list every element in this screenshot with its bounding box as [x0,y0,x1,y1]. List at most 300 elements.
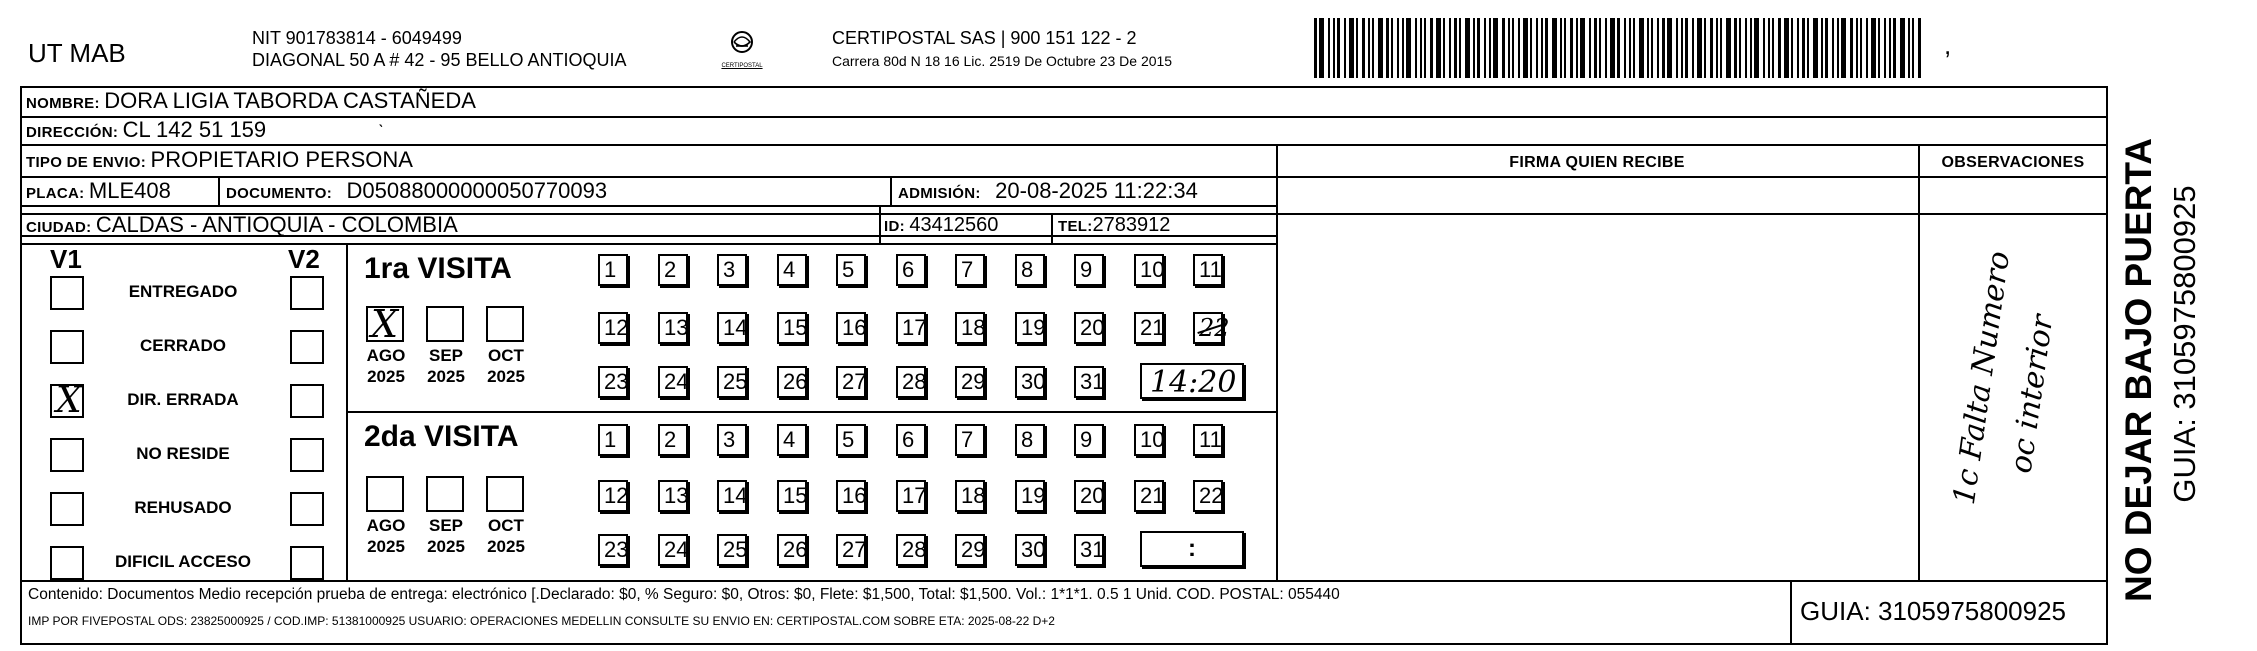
barcode-bar [1576,18,1578,78]
visit2-day-box[interactable] [955,480,985,512]
barcode-bar [1734,18,1737,78]
visit2-day-number: 30 [1021,537,1046,562]
visit1-day-box[interactable] [836,254,866,286]
barcode-bar [1745,18,1747,78]
visit2-year-label: 2025 [487,537,525,556]
barcode-bar [1639,18,1644,78]
visit2-month-checkbox[interactable] [426,476,464,512]
tel-row [1058,214,1170,237]
barcode-bar [1454,18,1457,78]
visit1-day-number: 19 [1021,315,1046,340]
placa-value: MLE408 [88,178,171,203]
barcode-bar [1821,18,1823,78]
visit2-day-box[interactable] [598,480,628,512]
status-label: CERRADO [140,336,226,355]
visit1-day-number: 2 [664,257,677,282]
barcode-bar [1802,18,1805,78]
observaciones-line1: 1c Falta Numero [1946,249,2018,507]
barcode-bar [1415,18,1417,78]
ciudad-row [26,212,458,238]
barcode-bar [1778,18,1781,78]
barcode-bar [1900,18,1905,78]
visit2-year-label: 2025 [367,537,405,556]
visit1-day-number: 20 [1080,315,1105,340]
barcode-bar [1465,18,1470,78]
status-label: NO RESIDE [136,444,230,463]
status-label: DIR. ERRADA [127,390,239,409]
barcode-bar [1878,18,1880,78]
visit1-day-box[interactable] [717,366,747,398]
visit1-day-box[interactable] [717,254,747,286]
barcode-bar [1560,18,1562,78]
visit1-day-box[interactable] [896,366,926,398]
barcode-bar [1349,18,1354,78]
visit2-day-number: 16 [842,483,867,508]
visit2-day-box[interactable] [1015,534,1045,566]
visit1-day-number: 18 [961,315,986,340]
barcode-bar [1473,18,1475,78]
visit2-month-label: AGO [366,516,406,535]
visit1-day-number: 15 [783,315,808,340]
visit1-day-box[interactable] [1134,254,1164,286]
visit2-day-number: 8 [1021,427,1034,452]
barcode-bar [1502,18,1505,78]
id-label: ID: [884,218,905,235]
v1-checkbox[interactable] [50,380,84,421]
visit1-day-number: 30 [1021,369,1046,394]
barcode-bar [1372,18,1374,78]
visit2-day-number: 24 [664,537,689,562]
visit2-day-number: 14 [723,483,748,508]
barcode-bar [1570,18,1573,78]
visit1-day-box[interactable] [1193,312,1230,344]
visit2-day-box[interactable] [658,424,688,456]
v1-checkbox[interactable] [50,546,84,580]
barcode-bar [1754,18,1759,78]
visit2-day-box[interactable] [598,534,628,566]
v1-checkbox[interactable] [50,276,84,310]
documento-row [226,178,607,204]
barcode-bar [1484,18,1486,78]
tipo-row [26,147,413,173]
barcode-bar [1866,18,1868,78]
status-label: REHUSADO [134,498,232,517]
visit1-day-number: 9 [1080,257,1093,282]
visit1-month-label: SEP [428,346,464,365]
visit2-day-number: 19 [1021,483,1046,508]
logo-icon [712,28,772,58]
visit1-day-box[interactable] [836,366,866,398]
barcode-bar [1536,18,1538,78]
barcode-bar [1552,18,1557,78]
v1-checkbox[interactable] [50,330,84,364]
visit1-day-box[interactable] [1193,254,1223,286]
barcode-bar [1739,18,1741,78]
documento-value: D05088000000050770093 [346,178,608,203]
visit1-day-number: 25 [723,369,748,394]
barcode-bar [1424,18,1426,78]
visit1-day-number: 7 [961,257,974,282]
status-label: DIFICIL ACCESO [114,552,251,571]
visit1-day-number: 27 [842,369,867,394]
visit1-time-box [1140,363,1244,399]
barcode-bar [1685,18,1688,78]
visit1-day-box[interactable] [1015,254,1045,286]
barcode-bar [1594,18,1597,78]
visit2-day-number: 15 [783,483,808,508]
visit1-day-number: 23 [604,369,629,394]
visit2-day-number: 7 [961,427,974,452]
nit: NIT 901783814 - 6049499 [252,28,462,48]
barcode-bar [1443,18,1445,78]
visit2-day-box[interactable] [777,424,807,456]
v2-label: V2 [288,244,320,274]
visit2-day-box[interactable] [896,424,926,456]
visit2-day-box[interactable] [1134,424,1164,456]
v1-checkbox[interactable] [50,438,84,472]
visit1-day-number: 5 [842,257,855,282]
visit1-day-box[interactable] [658,366,688,398]
visit2-day-number: 26 [783,537,808,562]
barcode-bar [1477,18,1480,78]
visit2-day-box[interactable] [896,534,926,566]
barcode-bar [1356,18,1358,78]
barcode-bar [1657,18,1659,78]
visit2-month-checkbox[interactable] [486,476,524,512]
visit2-day-number: 17 [902,483,927,508]
visit2-day-number: 25 [723,537,748,562]
visit2-day-number: 13 [664,483,689,508]
visit2-day-box[interactable] [836,480,866,512]
barcode-bar [1564,18,1566,78]
barcode-bar [1912,18,1914,78]
barcode-bar [1406,18,1411,78]
visit2-day-box[interactable] [777,534,807,566]
barcode-bar [1328,18,1330,78]
barcode-bar [1629,18,1631,78]
barcode-bar [1508,18,1510,78]
placa-row [26,178,171,204]
visit1-time: 14:20 [1150,365,1237,400]
barcode-bar [1333,18,1335,78]
v2-checkbox[interactable] [290,276,324,310]
side-guia: GUIA: 3105975800925 [2167,185,2202,503]
visit1-day-box[interactable] [1134,312,1164,344]
nombre-value: DORA LIGIA TABORDA CASTAÑEDA [104,88,476,113]
direccion-row [26,117,266,143]
visit1-day-number: 6 [902,257,915,282]
barcode-bar [1807,18,1809,78]
visit1-day-number: 3 [723,257,736,282]
visit1-year-label: 2025 [487,367,525,386]
barcode-bar [1362,18,1365,78]
barcode-bar [1750,18,1752,78]
visit1-day-box[interactable] [836,312,866,344]
barcode-bar [1716,18,1718,78]
visit2-day-number: 27 [842,537,867,562]
barcode-bar [1856,18,1858,78]
barcode-bar [1784,18,1789,78]
barcode-bar [1697,18,1702,78]
visit2-day-number: 18 [961,483,986,508]
barcode-bar [1530,18,1532,78]
observaciones-line2: oc interior [2003,312,2061,476]
admision-row [898,178,1198,204]
visit1-day-box[interactable] [896,312,926,344]
barcode-bar [1391,18,1393,78]
visit1-day-box[interactable] [955,254,985,286]
visit2-day-number: 29 [961,537,986,562]
barcode-bar [1545,18,1548,78]
documento-label: DOCUMENTO: [226,185,333,202]
visit1-day-number: 16 [842,315,867,340]
visit1-day-box[interactable] [658,312,688,344]
visit1-month-label: AGO [366,346,406,365]
visit2-day-number: 2 [664,427,677,452]
ciudad-value: CALDAS - ANTIOQUIA - COLOMBIA [95,212,458,237]
nombre-label: NOMBRE: [26,95,100,112]
barcode-bar [1726,18,1731,78]
visit2-month-label: OCT [488,516,524,535]
visit1-year-label: 2025 [367,367,405,386]
visit1-day-box[interactable] [1074,254,1104,286]
visit2-day-number: 31 [1080,537,1105,562]
visit1-day-number: 29 [961,369,986,394]
visit1-day-number: 22 [1199,314,1230,342]
visit1-day-number: 12 [604,315,629,340]
visit1-day-box[interactable] [1074,366,1104,398]
barcode-bar [1599,18,1601,78]
visit1-day-box[interactable] [896,254,926,286]
visit2-day-number: 1 [604,427,617,452]
company-address: DIAGONAL 50 A # 42 - 95 BELLO ANTIOQUIA [252,50,627,70]
v1-checkbox[interactable] [50,492,84,526]
barcode-bar [1813,18,1818,78]
barcode-bar [1841,18,1846,78]
visit1-day-number: 8 [1021,257,1034,282]
visit2-day-box[interactable] [836,424,866,456]
visit2-day-number: 12 [604,483,629,508]
visit2-day-box[interactable] [1074,534,1104,566]
visit2-day-box[interactable] [598,424,628,456]
visit2-day-number: 20 [1080,483,1105,508]
v2-checkbox[interactable] [290,384,324,418]
visit2-time: : [1188,535,1196,562]
tel-value: 2783912 [1092,214,1171,236]
barcode-bar [1651,18,1653,78]
barcode-bar [1704,18,1706,78]
id-row [884,214,998,237]
visit2-month-label: SEP [428,516,464,535]
visit2-day-box[interactable] [658,534,688,566]
visit2-day-number: 28 [902,537,927,562]
visit2-day-number: 9 [1080,427,1093,452]
visit2-day-box[interactable] [1015,480,1045,512]
barcode-bar [1633,18,1635,78]
certipostal-info: CERTIPOSTAL SAS | 900 151 122 - 2 [832,28,1137,48]
visit2-day-box[interactable] [1015,424,1045,456]
barcode-bar [1580,18,1585,78]
visit1-day-box[interactable] [598,312,628,344]
barcode-bar [1791,18,1793,78]
v1-check-mark: X [56,380,82,421]
visit1-year-label: 2025 [427,367,465,386]
admision-label: ADMISIÓN: [898,185,981,202]
barcode-bar [1319,18,1324,78]
visit2-day-box[interactable] [1193,480,1223,512]
visit2-day-number: 5 [842,427,855,452]
v2-checkbox[interactable] [290,438,324,472]
barcode-bar [1720,18,1722,78]
v1-label: V1 [50,244,82,274]
visit1-day-box[interactable] [658,254,688,286]
barcode-bar [1436,18,1441,78]
barcode-bar [1871,18,1876,78]
barcode-bar [1459,18,1461,78]
visit2-day-number: 23 [604,537,629,562]
visit1-day-box[interactable] [1015,312,1045,344]
visit2-day-box[interactable] [1074,424,1104,456]
visit1-day-box[interactable] [1015,366,1045,398]
placa-label: PLACA: [26,185,85,202]
visit1-title: 1ra VISITA [364,252,512,285]
barcode-bar [1837,18,1839,78]
firma-header: FIRMA QUIEN RECIBE [1509,154,1685,171]
admision-value: 20-08-2025 11:22:34 [995,178,1198,203]
barcode-bar [1860,18,1862,78]
barcode-bar [1624,18,1626,78]
v2-checkbox[interactable] [290,546,324,580]
observaciones-header: OBSERVACIONES [1941,154,2085,171]
visit1-day-number: 28 [902,369,927,394]
barcode-bar [1344,18,1346,78]
barcode-bar [1512,18,1514,78]
barcode-bar [1908,18,1910,78]
visit1-day-box[interactable] [955,312,985,344]
visit1-day-box[interactable] [777,312,807,344]
footer-contenido: Contenido: Documentos Medio recepción prueba de entrega: electrónico [.Declarado: $0, % Seguro: $0, Otros: $0, Flete: $1,500, Total: $1,500. Vol.: 1*1*1. 0.5 1 Unid. COD. POSTAL: 055440 [28,586,1340,603]
barcode-bar [1489,18,1491,78]
visit2-day-number: 22 [1199,483,1224,508]
certipostal-logo [712,28,772,70]
visit2-day-number: 11 [1199,427,1222,452]
company-name: UT MAB [28,38,126,68]
visit1-month-label: OCT [488,346,524,365]
barcode-bar [1647,18,1649,78]
visit2-day-box[interactable] [955,424,985,456]
tipo-label: TIPO DE ENVIO: [26,154,147,171]
barcode-bar [1337,18,1340,78]
visit2-month-checkbox[interactable] [366,476,404,512]
visit1-day-box[interactable] [777,254,807,286]
visit2-day-number: 3 [723,427,736,452]
tipo-value: PROPIETARIO PERSONA [150,147,413,172]
visit1-day-number: 17 [902,315,927,340]
barcode-bar [1314,18,1317,78]
ciudad-label: CIUDAD: [26,219,92,236]
visit2-day-box[interactable] [955,534,985,566]
visit2-year-label: 2025 [427,537,465,556]
barcode-bar [1676,18,1678,78]
visit1-day-box[interactable] [1074,312,1104,344]
footer-imp: IMP POR FIVEPOSTAL ODS: 23825000925 / COD.IMP: 51381000925 USUARIO: OPERACIONES MEDELLIN CONSULTE SU ENVIO EN: CERTIPOSTAL.COM SOBRE ETA: 2025-08-22 D+2 [28,614,1055,628]
visit1-day-number: 24 [664,369,689,394]
visit1-month-checkbox[interactable] [426,306,464,342]
barcode-bar [1420,18,1422,78]
v2-checkbox[interactable] [290,492,324,526]
barcode-bar [1402,18,1404,78]
visit1-day-number: 1 [604,257,617,282]
nombre-row [26,88,476,114]
visit1-day-box[interactable] [598,254,628,286]
visit2-day-box[interactable] [1193,424,1223,456]
visit1-day-box[interactable] [598,366,628,398]
visit2-day-box[interactable] [896,480,926,512]
barcode-bar [1889,18,1891,78]
visit2-day-number: 21 [1140,483,1165,508]
visit1-day-number: 10 [1140,257,1165,282]
visit1-day-box[interactable] [717,312,747,344]
visit2-day-number: 6 [902,427,915,452]
visit1-day-box[interactable] [955,366,985,398]
v2-checkbox[interactable] [290,330,324,364]
barcode-bar [1397,18,1399,78]
direccion-label: DIRECCIÓN: [26,124,119,141]
visit1-day-number: 26 [783,369,808,394]
visit2-day-number: 10 [1140,427,1165,452]
no-dejar-bajo-puerta: NO DEJAR BAJO PUERTA [2118,138,2159,602]
barcode-bar [1617,18,1620,78]
visit2-day-box[interactable] [717,480,747,512]
visit2-day-box[interactable] [777,480,807,512]
visit2-day-box[interactable] [658,480,688,512]
barcode-bar [1518,18,1520,78]
visit2-day-box[interactable] [717,534,747,566]
barcode-mark: , [1944,30,1952,60]
barcode-bar [1667,18,1672,78]
visit2-day-box[interactable] [836,534,866,566]
barcode-bar [1797,18,1799,78]
barcode-bar [1832,18,1834,78]
visit1-day-number: 4 [783,257,796,282]
tel-label: TEL: [1058,218,1093,235]
barcode-bar [1768,18,1770,78]
visit1-day-box[interactable] [777,366,807,398]
barcode-bar [1449,18,1451,78]
barcode-bar [1772,18,1774,78]
visit2-title: 2da VISITA [364,420,519,453]
barcode-bar [1893,18,1896,78]
direccion-mark: ˋ [378,122,384,142]
barcode-bar [1662,18,1665,78]
barcode-bar [1605,18,1607,78]
visit1-day-number: 11 [1199,257,1222,282]
barcode-bar [1884,18,1886,78]
visit2-day-number: 4 [783,427,796,452]
visit2-day-box[interactable] [1074,480,1104,512]
visit1-day-number: 21 [1140,315,1165,340]
visit1-month-checkbox[interactable] [366,302,404,346]
visit2-day-box[interactable] [717,424,747,456]
logo-text: CERTIPOSTAL [721,63,763,69]
footer-guia: GUIA: 3105975800925 [1800,596,2066,626]
visit1-month-checkbox[interactable] [486,306,524,342]
status-label: ENTREGADO [128,282,238,301]
barcode-bar [1368,18,1370,78]
barcode-bar [1850,18,1853,78]
visit1-month-mark: X [371,302,399,346]
visit2-day-box[interactable] [1134,480,1164,512]
